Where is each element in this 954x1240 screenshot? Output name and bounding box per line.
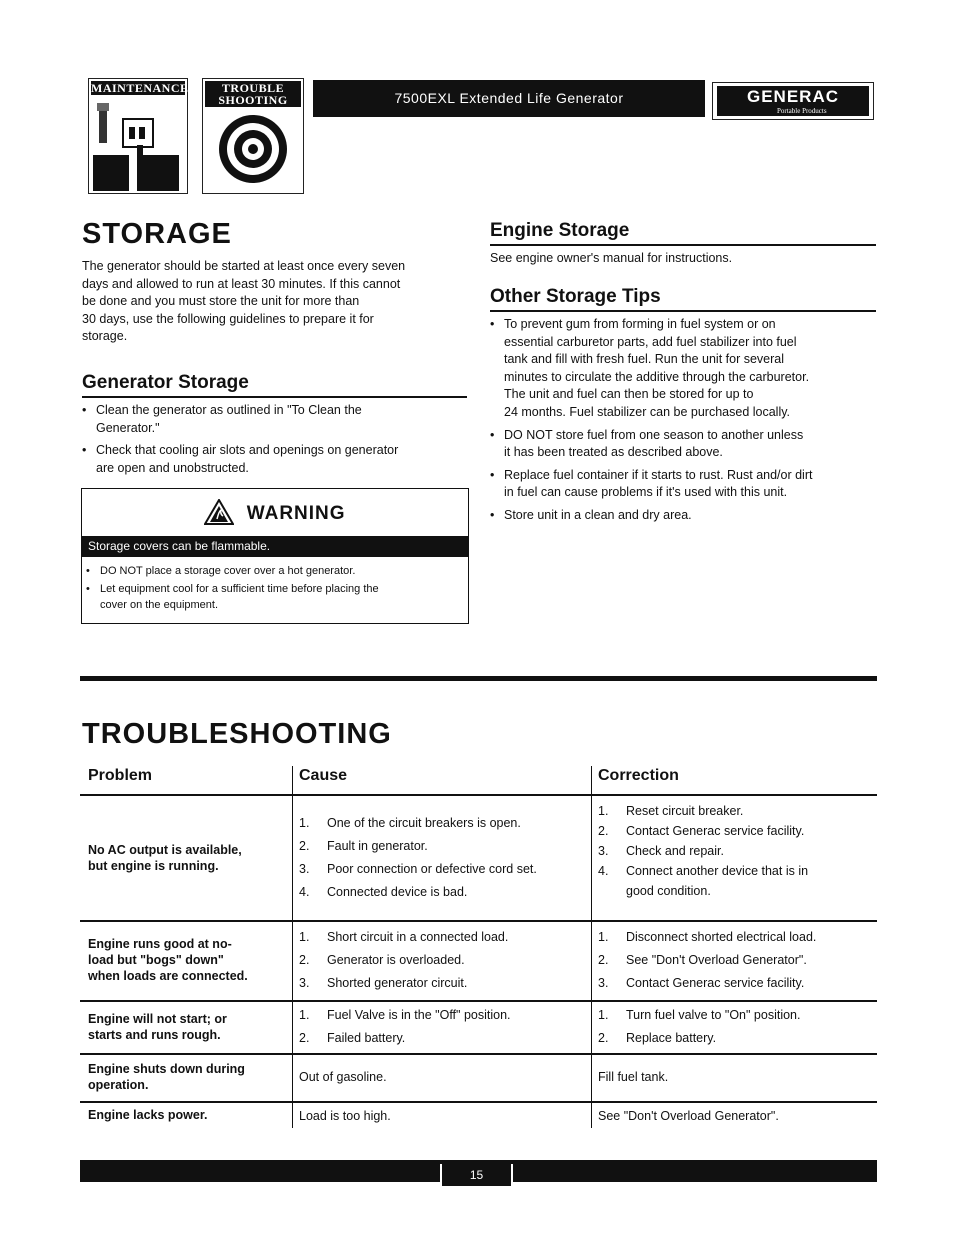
- column-divider: [591, 766, 592, 1128]
- list-item: • Store unit in a clean and dry area.: [490, 507, 876, 525]
- item-text: Out of gasoline.: [299, 1069, 387, 1084]
- warning-banner: Storage covers can be flammable.: [82, 536, 468, 557]
- item-number: 2.: [299, 1031, 310, 1045]
- item-text: Disconnect shorted electrical load.: [626, 929, 817, 944]
- warning-title: WARNING: [82, 499, 468, 525]
- intro-line: storage.: [82, 329, 128, 344]
- bullet-icon: •: [82, 443, 87, 458]
- header-rule: [80, 794, 877, 796]
- item-text: Connect another device that is in: [626, 864, 809, 878]
- troubleshooting-tab-line2: SHOOTING: [218, 93, 288, 107]
- bullet-icon: •: [82, 403, 87, 417]
- row-divider: [80, 1000, 877, 1002]
- cause-item: [299, 861, 537, 877]
- brand-name: GENERAC: [746, 87, 839, 106]
- problem-text: Engine runs good at no-: [88, 937, 232, 951]
- column-header: Correction: [598, 767, 679, 784]
- item-number: 2.: [598, 824, 609, 838]
- problem-text: when loads are connected.: [88, 969, 248, 983]
- cause-item: [299, 1108, 391, 1124]
- item-number: 4.: [598, 864, 609, 878]
- correction-item: [598, 1069, 668, 1085]
- item-text: One of the circuit breakers is open.: [327, 815, 521, 830]
- correction-item: [598, 1108, 779, 1124]
- cause-item: [299, 1007, 511, 1023]
- cause-item: [299, 952, 465, 968]
- item-text: Load is too high.: [299, 1109, 391, 1123]
- correction-item: [598, 1007, 800, 1023]
- item-text: Reset circuit breaker.: [626, 804, 744, 818]
- engine-storage-text: See engine owner's manual for instructions.: [490, 251, 733, 265]
- problem-text: load but "bogs" down": [88, 953, 224, 967]
- item-text: Connected device is bad.: [327, 884, 468, 899]
- item-number: 2.: [598, 1031, 609, 1045]
- cause-item: [299, 929, 508, 945]
- correction-item: [598, 823, 804, 839]
- troubleshooting-tab-line1: TROUBLE: [221, 81, 285, 95]
- problem-text: Engine shuts down during: [88, 1062, 245, 1076]
- item-number: 2.: [299, 952, 310, 967]
- brand-subtitle: Portable Products: [777, 107, 827, 115]
- intro-line: days and allowed to run at least 30 minutes. If this cannot: [82, 276, 401, 291]
- cause-item: [299, 884, 467, 900]
- item-number: 1.: [598, 1008, 609, 1022]
- item-number: 1.: [299, 815, 310, 830]
- bullet-icon: •: [86, 583, 90, 595]
- other-storage-tips-heading: Other Storage Tips: [490, 286, 876, 312]
- item-text: Fill fuel tank.: [598, 1069, 669, 1084]
- cause-item: [299, 815, 521, 831]
- bullet-icon: •: [86, 565, 90, 577]
- problem-text: but engine is running.: [88, 858, 219, 873]
- cause-item: [299, 838, 428, 854]
- item-number: 1.: [299, 1008, 310, 1022]
- bullet-icon: •: [490, 507, 495, 522]
- cause-item: [299, 1030, 405, 1046]
- item-text: Check and repair.: [626, 844, 724, 858]
- item-number: 4.: [299, 884, 310, 899]
- correction-item: [598, 1030, 716, 1046]
- bullet-icon: •: [490, 427, 495, 442]
- item-text: Shorted generator circuit.: [327, 975, 468, 990]
- correction-item: [598, 952, 807, 968]
- item-number: 1.: [598, 929, 609, 944]
- intro-line: 30 days, use the following guidelines to prepare it for: [82, 311, 374, 326]
- correction-item: [598, 843, 724, 859]
- correction-item: [598, 863, 808, 879]
- problem-text: Engine lacks power.: [88, 1107, 208, 1122]
- cause-item: [299, 1069, 387, 1085]
- maintenance-tab-label: MAINTENANCE: [91, 81, 189, 95]
- page-number: 15: [440, 1164, 513, 1186]
- item-number: 1.: [299, 929, 310, 944]
- problem-text: starts and runs rough.: [88, 1027, 221, 1042]
- problem-text: No AC output is available,: [88, 842, 242, 857]
- correction-item: [598, 975, 804, 991]
- item-text: Failed battery.: [327, 1031, 406, 1045]
- row-divider: [80, 1101, 877, 1103]
- generator-storage-heading: Generator Storage: [82, 372, 467, 398]
- item-number: 3.: [598, 844, 609, 858]
- row-divider: [80, 920, 877, 922]
- item-number: 2.: [299, 838, 310, 853]
- list-item: • Clean the generator as outlined in "To Clean the Generator.": [82, 403, 362, 435]
- correction-item: [598, 883, 711, 899]
- row-divider: [80, 1053, 877, 1055]
- item-number: 3.: [598, 975, 609, 990]
- problem-text: operation.: [88, 1078, 149, 1092]
- problem-text: Engine will not start; or: [88, 1011, 227, 1026]
- document-title: 7500EXL Extended Life Generator: [313, 80, 705, 117]
- list-item: • Replace fuel container if it starts to rust. Rust and/or dirt in fuel can cause problems if it's used with this unit.: [490, 467, 813, 500]
- list-item: • Let equipment cool for a sufficient time before placing the cover on the equipment.: [86, 583, 379, 611]
- item-text: Generator is overloaded.: [327, 952, 465, 967]
- item-text: See "Don't Overload Generator".: [626, 952, 807, 967]
- column-header: Problem: [88, 767, 153, 784]
- column-divider: [292, 766, 293, 1128]
- item-text: Fault in generator.: [327, 838, 428, 853]
- correction-item: [598, 803, 743, 819]
- intro-line: The generator should be started at least once every seven: [82, 259, 406, 273]
- storage-heading: STORAGE: [82, 218, 232, 250]
- list-item: • To prevent gum from forming in fuel system or on essential carburetor parts, add fuel stabilizer into fuel tank and fill with fresh fuel. Run the unit for several minutes to circulate the additive through the carburetor. The unit and fuel can then be stored for up to 24 months. Fuel stabilizer can be purchased locally.: [490, 317, 810, 419]
- column-header: Cause: [299, 767, 348, 784]
- bullet-icon: •: [490, 317, 495, 331]
- item-text: See "Don't Overload Generator".: [598, 1109, 779, 1123]
- item-text: Poor connection or defective cord set.: [327, 861, 537, 876]
- item-text: Turn fuel valve to "On" position.: [626, 1008, 801, 1022]
- list-item: • DO NOT place a storage cover over a hot generator.: [86, 565, 356, 577]
- list-item: • DO NOT store fuel from one season to another unless it has been treated as described above.: [490, 427, 804, 460]
- item-number: 3.: [299, 861, 310, 876]
- bullet-icon: •: [490, 467, 495, 482]
- item-text: Short circuit in a connected load.: [327, 929, 509, 944]
- item-text: Contact Generac service facility.: [626, 975, 805, 990]
- item-number: 1.: [598, 804, 609, 818]
- correction-item: [598, 929, 816, 945]
- item-text: Contact Generac service facility.: [626, 824, 805, 838]
- item-number: 3.: [299, 975, 310, 990]
- item-text: Fuel Valve is in the "Off" position.: [327, 1008, 511, 1022]
- intro-line: be done and you must store the unit for more than: [82, 294, 360, 309]
- item-number: 2.: [598, 952, 609, 967]
- item-text: good condition.: [626, 884, 711, 898]
- list-item: • Check that cooling air slots and openings on generator are open and unobstructed.: [82, 443, 399, 475]
- item-text: Replace battery.: [626, 1031, 717, 1045]
- cause-item: [299, 975, 467, 991]
- engine-storage-heading: Engine Storage: [490, 220, 876, 246]
- troubleshooting-heading: TROUBLESHOOTING: [82, 718, 392, 750]
